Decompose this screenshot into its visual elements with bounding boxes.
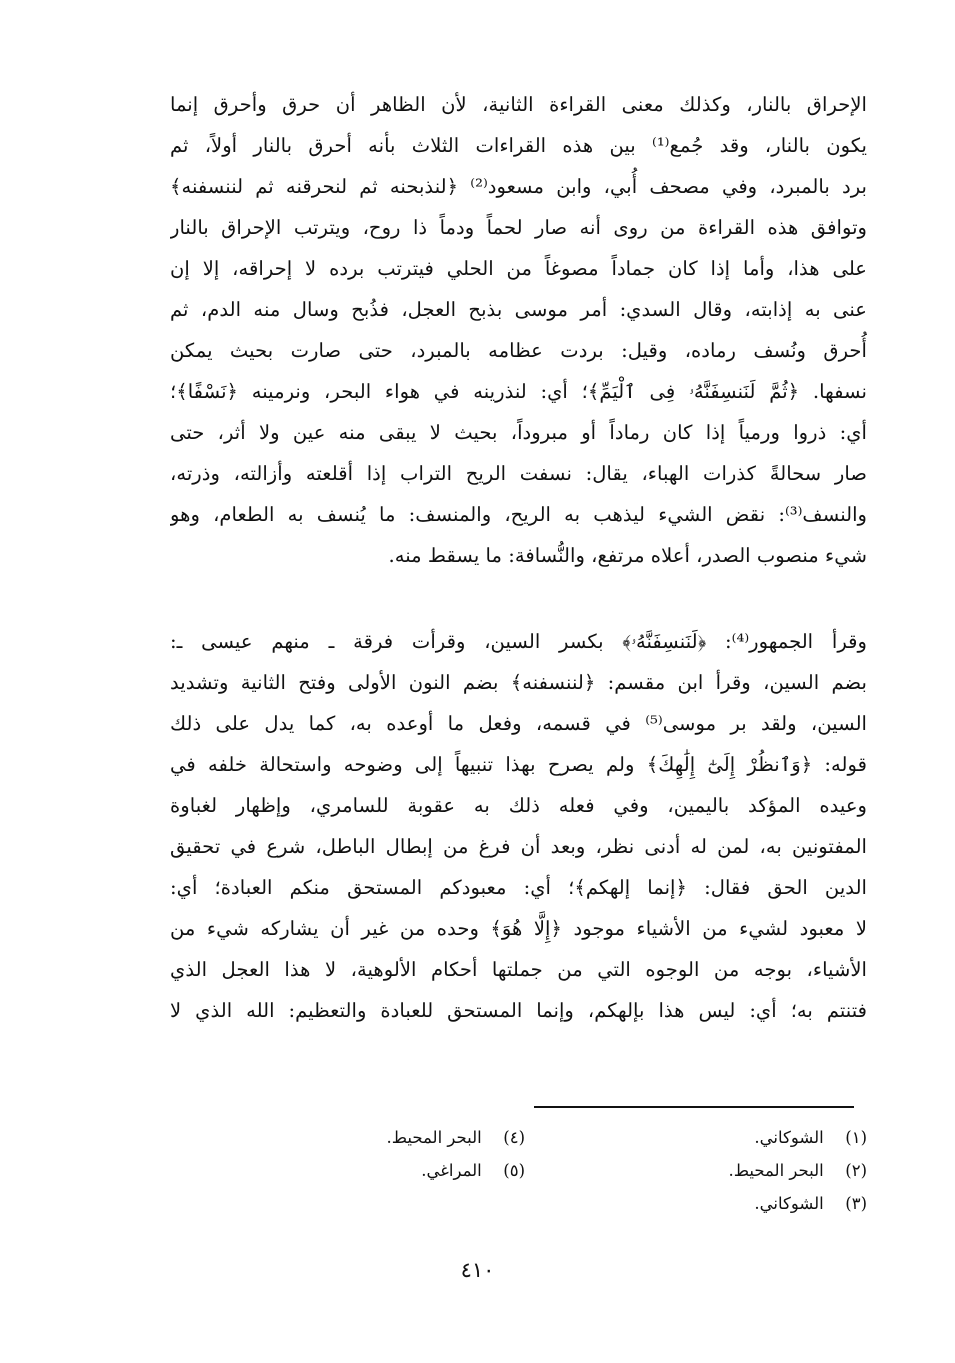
footnote <box>260 1154 525 1187</box>
text-line: لا معبود لشيء من الأشياء موجود ﴿إِلَّا هُوَ﴾ وحده من غير أن يشاركه شيء من <box>170 917 867 940</box>
text-line: برد بالمبرد، وفي مصحف أُبي، وابن مسعود⁽²⁾ ﴿لنذبحنه ثم لنحرقنه ثم لننسفنه﴾ <box>170 175 867 198</box>
page-number: ٤١٠ <box>460 1258 495 1282</box>
text-line: السين، ولقد بر موسى⁽⁵⁾ في قسمه، وفعل ما أوعده به، كما يدل على ذلك <box>170 712 867 735</box>
text-line: أي: ذروا ورمياً إذا كان رماداً أو مبروداً، بحيث لا يبقى منه عين ولا أثر، حتى <box>170 421 867 444</box>
footnote-number: (٥) <box>503 1161 525 1180</box>
text-line: نسفها. ﴿ثُمَّ لَنَنسِفَنَّهُۥ فِى ٱلْيَمِّ﴾؛ أي: لنذرينه في هواء البحر، ونرمينه ﴿نَسْفًا﴾؛ <box>170 380 867 403</box>
footnotes-right-column <box>600 1121 867 1220</box>
text-line: والنسف⁽³⁾: نقض الشيء ليذهب به الريح، والمنسف: ما يُنسف به الطعام، وهو <box>170 503 867 526</box>
text-line: صار سحالةً كذرات الهباء، يقال: نسفت الريح التراب إذا أقلعته وأزالته، وذرته، <box>170 462 867 485</box>
footnote-separator <box>534 1106 854 1108</box>
text-line: الإحراق بالنار، وكذلك معنى القراءة الثانية، لأن الظاهر أن حرق وأحرق إنما <box>170 93 867 116</box>
footnote <box>600 1187 867 1220</box>
text-line: قوله: ﴿وَٱنظُرْ إِلَىٰٓ إِلَٰهِكَ﴾ ولم يصرح بهذا تنبيهاً إلى وضوحه واستحالة خلفه في <box>170 753 867 776</box>
footnote-text: البحر المحيط. <box>728 1161 824 1180</box>
footnote-number: (٢) <box>845 1161 867 1180</box>
text-line: فتنتم به؛ أي: ليس هذا بإلهكم، وإنما المستحق للعبادة والتعظيم: الله الذي لا <box>170 999 867 1022</box>
footnote-text: الشوكاني. <box>754 1128 824 1147</box>
text-line: على هذا، وأما إذا كان جماداً مصوغاً من الحلي فيترتب برده لا إحراقه، إلا إن <box>170 257 867 280</box>
text-line: شيء منصوب الصدر، أعلاه مرتفع، والنُّسافة: ما يسقط منه. <box>388 544 867 567</box>
text-line: وقرأ الجمهور⁽⁴⁾: ﴿لَنَنسِفَنَّهُۥ﴾ بكسر السين، وقرأت فرقة ـ منهم عيسى ـ: <box>170 630 867 653</box>
text-line: بضم السين، وقرأ ابن مقسم: ﴿لننسفنه﴾ بضم النون الأولى وفتح الثانية وتشديد <box>170 671 867 694</box>
text-line: الدين الحق فقال: ﴿إنما إلهكم﴾؛ أي: معبودكم المستحق منكم العبادة؛ أي: <box>170 876 867 899</box>
footnote-number: (٣) <box>845 1194 867 1213</box>
footnote <box>600 1121 867 1154</box>
text-line: وعيده المؤكد باليمين، وفي فعله ذلك به عقوبة للسامري، وإظهار لغباوة <box>170 794 867 817</box>
footnote <box>260 1121 525 1154</box>
footnote-text: البحر المحيط. <box>386 1128 482 1147</box>
footnote-text: المراغي. <box>421 1161 482 1180</box>
footnote-number: (٤) <box>503 1128 525 1147</box>
text-line: المفتونين به، لمن له أدنى نظر، وبعد أن فرغ من إبطال الباطل، شرع في تحقيق <box>170 835 867 858</box>
text-line: أُحرق ونُسف رماده، وقيل: بردت عظامه بالمبرد، حتى صارت بحيث يمكن <box>170 339 867 362</box>
footnote-number: (١) <box>845 1128 867 1147</box>
text-line: الأشياء، بوجه من الوجوه التي من جملتها أحكام الألوهية، لا هذا العجل الذي <box>170 958 867 981</box>
text-line: وتوافق هذه القراءة من روى أنه صار لحماً ودماً ذا روح، ويترتب الإحراق بالنار <box>170 216 867 239</box>
footnotes-left-column <box>260 1121 525 1187</box>
paragraph-1 <box>170 84 867 576</box>
footnote <box>600 1154 867 1187</box>
paragraph-2 <box>170 621 867 1031</box>
text-line: عنى به إذابته، وقال السدي: أمر موسى بذبح العجل، فذُبح وسال منه الدم، ثم <box>170 298 867 321</box>
footnote-text: الشوكاني. <box>754 1194 824 1213</box>
text-line: يكون بالنار، وقد جُمع⁽¹⁾ بين هذه القراءات الثلاث بأنه أحرق بالنار أولاً، ثم <box>170 134 867 157</box>
